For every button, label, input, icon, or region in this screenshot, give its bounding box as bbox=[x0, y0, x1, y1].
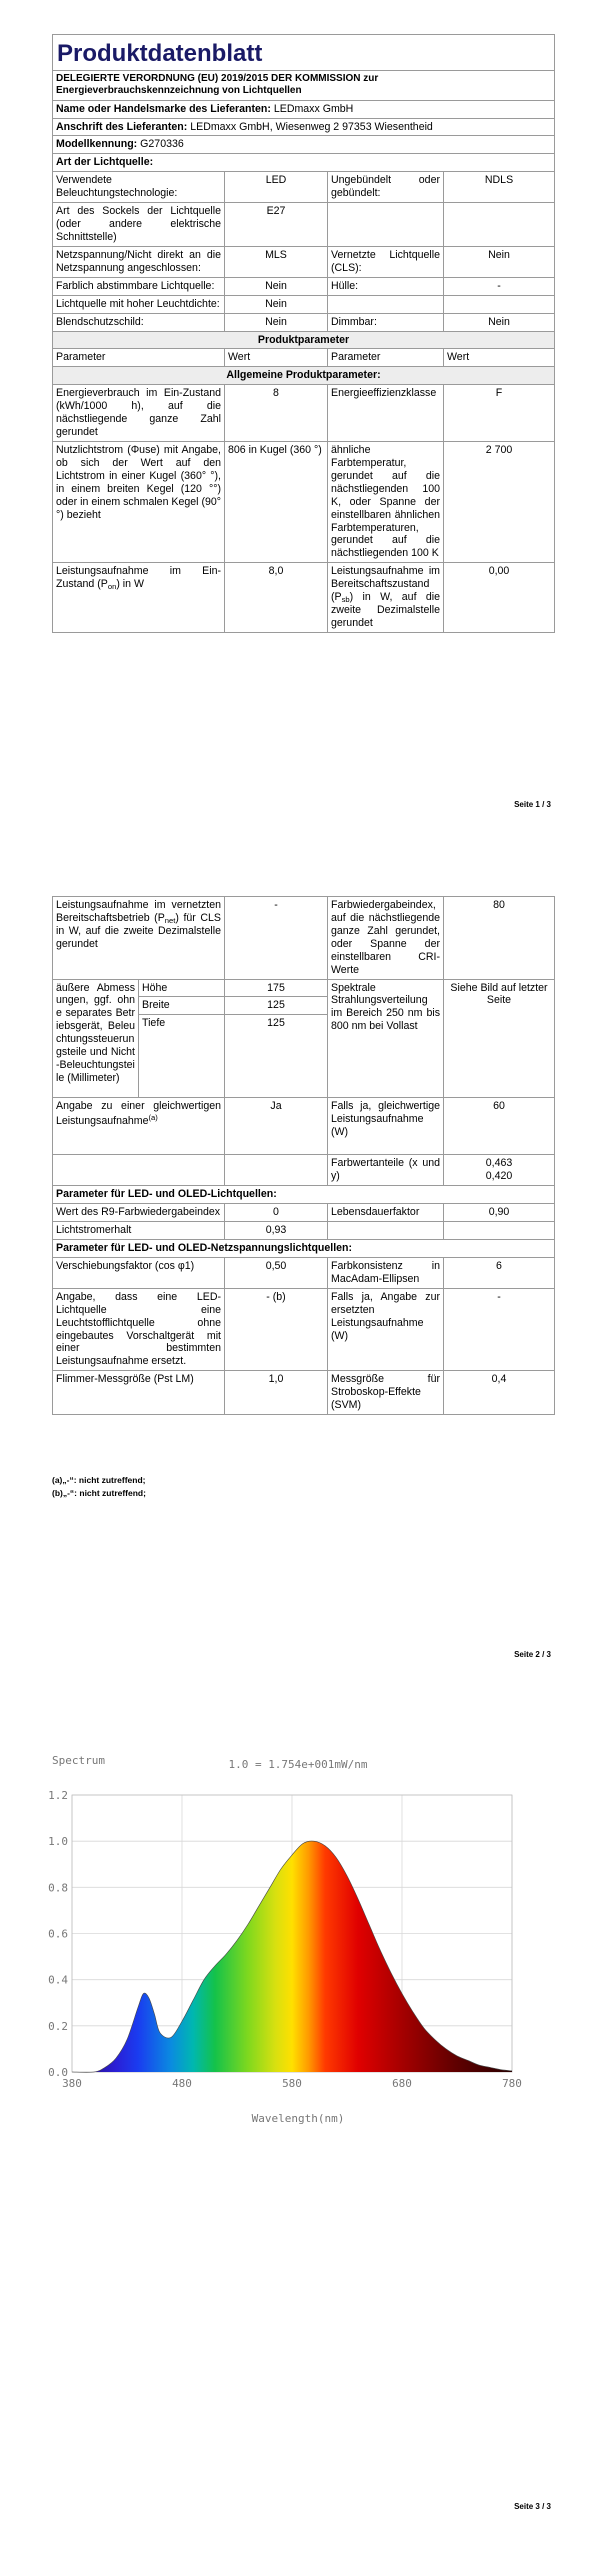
table-row: äußere Abmessungen, ggf. ohne separates Betriebsgerät, Beleuchtungssteuerungsteile und Nicht-Beleuchtungsteile (Millimeter) Höhe 175 Spektrale Strahlungsverteilung im Bereich 250 nm bis 800 nm bei Vollast Siehe Bild auf letzter Seite bbox=[53, 979, 555, 997]
chart-y-tick-label: 0.8 bbox=[48, 1881, 68, 1895]
product-parameters-header: Produktparameter bbox=[53, 331, 555, 349]
column-header-row: Parameter Wert Parameter Wert bbox=[53, 349, 555, 367]
led-parameters-header: Parameter für LED- und OLED-Lichtquellen: bbox=[53, 1186, 555, 1204]
table-row: Farbwertanteile (x und y) 0,463 0,420 bbox=[53, 1155, 555, 1186]
page-1 bbox=[0, 0, 603, 860]
table-row: Leistungsaufnahme im Ein-Zustand $(P_{on})$ in W 8,0 Leistungsaufnahme im Bereitschaftszustand $(P_{sb})$ in W, auf die zweite Dezimalstelle gerundet 0,00 bbox=[53, 563, 555, 633]
table-row: Verschiebungsfaktor (cos φ1) 0,50 Farbkonsistenz in MacAdam-Ellipsen 6 bbox=[53, 1257, 555, 1288]
supplier-row: Name oder Handelsmarke des Lieferanten: LEDmaxx GmbH bbox=[53, 100, 555, 118]
regulation-reference: DELEGIERTE VERORDNUNG (EU) 2019/2015 DER KOMMISSION zur Energieverbrauchskennzeichnung von Lichtquellen bbox=[53, 71, 555, 100]
chart-x-tick-label: 480 bbox=[172, 2077, 192, 2090]
chart-x-ticks bbox=[62, 2077, 522, 2090]
light-source-type-heading: Art der Lichtquelle: bbox=[53, 154, 555, 172]
chart-x-tick-label: 380 bbox=[62, 2077, 82, 2090]
footnotes bbox=[52, 1474, 146, 1500]
spectrum-chart bbox=[44, 1750, 544, 2130]
table-row: Angabe, dass eine LED-Lichtquelle eine Leuchtstofflichtquelle ohne eingebautes Vorschaltgerät mit einer bestimmten Leistungsaufnahme ersetzt. - (b) Falls ja, Angabe zur ersetzten Leistungsaufnahme (W) - bbox=[53, 1288, 555, 1371]
mains-parameters-header: Parameter für LED- und OLED-Netzspannungslichtquellen: bbox=[53, 1239, 555, 1257]
chart-ylabel: Spectrum bbox=[52, 1754, 105, 1767]
chart-xlabel: Wavelength(nm) bbox=[251, 2112, 345, 2125]
chart-y-tick-label: 0.6 bbox=[48, 1927, 68, 1941]
address-row: Anschrift des Lieferanten: LEDmaxx GmbH, Wiesenweg 2 97353 Wiesentheid bbox=[53, 118, 555, 136]
datasheet-table-1 bbox=[52, 34, 555, 633]
table-row: Tiefe 125 bbox=[53, 1015, 555, 1098]
table-row: Breite 125 bbox=[53, 997, 555, 1015]
page-2 bbox=[0, 860, 603, 1680]
chart-title: 1.0 = 1.754e+001mW/nm bbox=[228, 1758, 368, 1771]
table-row: Netzspannung/Nicht direkt an die Netzspannung angeschlossen: MLS Vernetzte Lichtquelle (CLS): Nein bbox=[53, 246, 555, 277]
table-row: Art des Sockels der Lichtquelle (oder andere elektrische Schnittstelle) E27 bbox=[53, 203, 555, 247]
page-number: Seite 2 / 3 bbox=[514, 1650, 551, 1659]
table-row: Farblich abstimmbare Lichtquelle: Nein Hülle: - bbox=[53, 277, 555, 295]
table-row: Angabe zu einer gleichwertigen Leistungsaufnahme$^{(a)}$ Ja Falls ja, gleichwertige Leistungsaufnahme (W) 60 bbox=[53, 1098, 555, 1155]
page-number: Seite 1 / 3 bbox=[514, 800, 551, 809]
general-parameters-header: Allgemeine Produktparameter: bbox=[53, 367, 555, 385]
chart-y-tick-label: 0.4 bbox=[48, 1973, 68, 1987]
table-row: Blendschutzschild: Nein Dimmbar: Nein bbox=[53, 313, 555, 331]
footnote-b: (b)„-“: nicht zutreffend; bbox=[52, 1487, 146, 1498]
table-row: Lichtstromerhalt 0,93 bbox=[53, 1222, 555, 1240]
chart-x-tick-label: 680 bbox=[392, 2077, 412, 2090]
document-title: Produktdatenblatt bbox=[53, 35, 555, 71]
page-3 bbox=[0, 1680, 603, 2560]
chart-y-tick-label: 0.2 bbox=[48, 2019, 68, 2033]
chart-x-tick-label: 780 bbox=[502, 2077, 522, 2090]
footnote-a: (a)„-“: nicht zutreffend; bbox=[52, 1475, 146, 1485]
table-row: Lichtquelle mit hoher Leuchtdichte: Nein bbox=[53, 295, 555, 313]
table-row: Leistungsaufnahme im vernetzten Bereitschaftsbetrieb $(P_{net})$ für CLS in W, auf die zweite Dezimalstelle gerundet - Farbwiedergabeindex, auf die nächstliegende ganze Zahl gerundet, oder Spanne der einstellbaren CRI-Werte 80 bbox=[53, 897, 555, 980]
table-row: Energieverbrauch im Ein-Zustand (kWh/1000 h), auf die nächstliegende ganze Zahl gerundet 8 Energieeffizienzklasse F bbox=[53, 385, 555, 442]
model-row: Modellkennung: G270336 bbox=[53, 136, 555, 154]
table-row: Verwendete Beleuchtungstechnologie: LED Ungebündelt oder gebündelt: NDLS bbox=[53, 172, 555, 203]
chart-y-ticks bbox=[48, 1789, 68, 2079]
table-row: Nutzlichtstrom (Φuse) mit Angabe, ob sich der Wert auf den Lichtstrom in einer Kugel (360° °), in einem breiten Kegel (120 °°) oder in einem schmalen Kegel (90° °) bezieht 806 in Kugel (360 °) ähnliche Farbtemperatur, gerundet auf die nächstliegenden 100 K, oder Spanne der einstellbaren ähnlichen Farbtemperaturen, gerundet auf die nächstliegenden 100 K 2 700 bbox=[53, 442, 555, 563]
datasheet-table-2 bbox=[52, 896, 555, 1415]
chart-x-tick-label: 580 bbox=[282, 2077, 302, 2090]
chart-y-tick-label: 0.0 bbox=[48, 2066, 68, 2079]
chart-y-tick-label: 1.2 bbox=[48, 1789, 68, 1802]
table-row: Wert des R9-Farbwiedergabeindex 0 Lebensdauerfaktor 0,90 bbox=[53, 1204, 555, 1222]
page-number: Seite 3 / 3 bbox=[514, 2502, 551, 2511]
table-row: Flimmer-Messgröße (Pst LM) 1,0 Messgröße für Stroboskop-Effekte (SVM) 0,4 bbox=[53, 1371, 555, 1415]
chart-y-tick-label: 1.0 bbox=[48, 1835, 68, 1849]
